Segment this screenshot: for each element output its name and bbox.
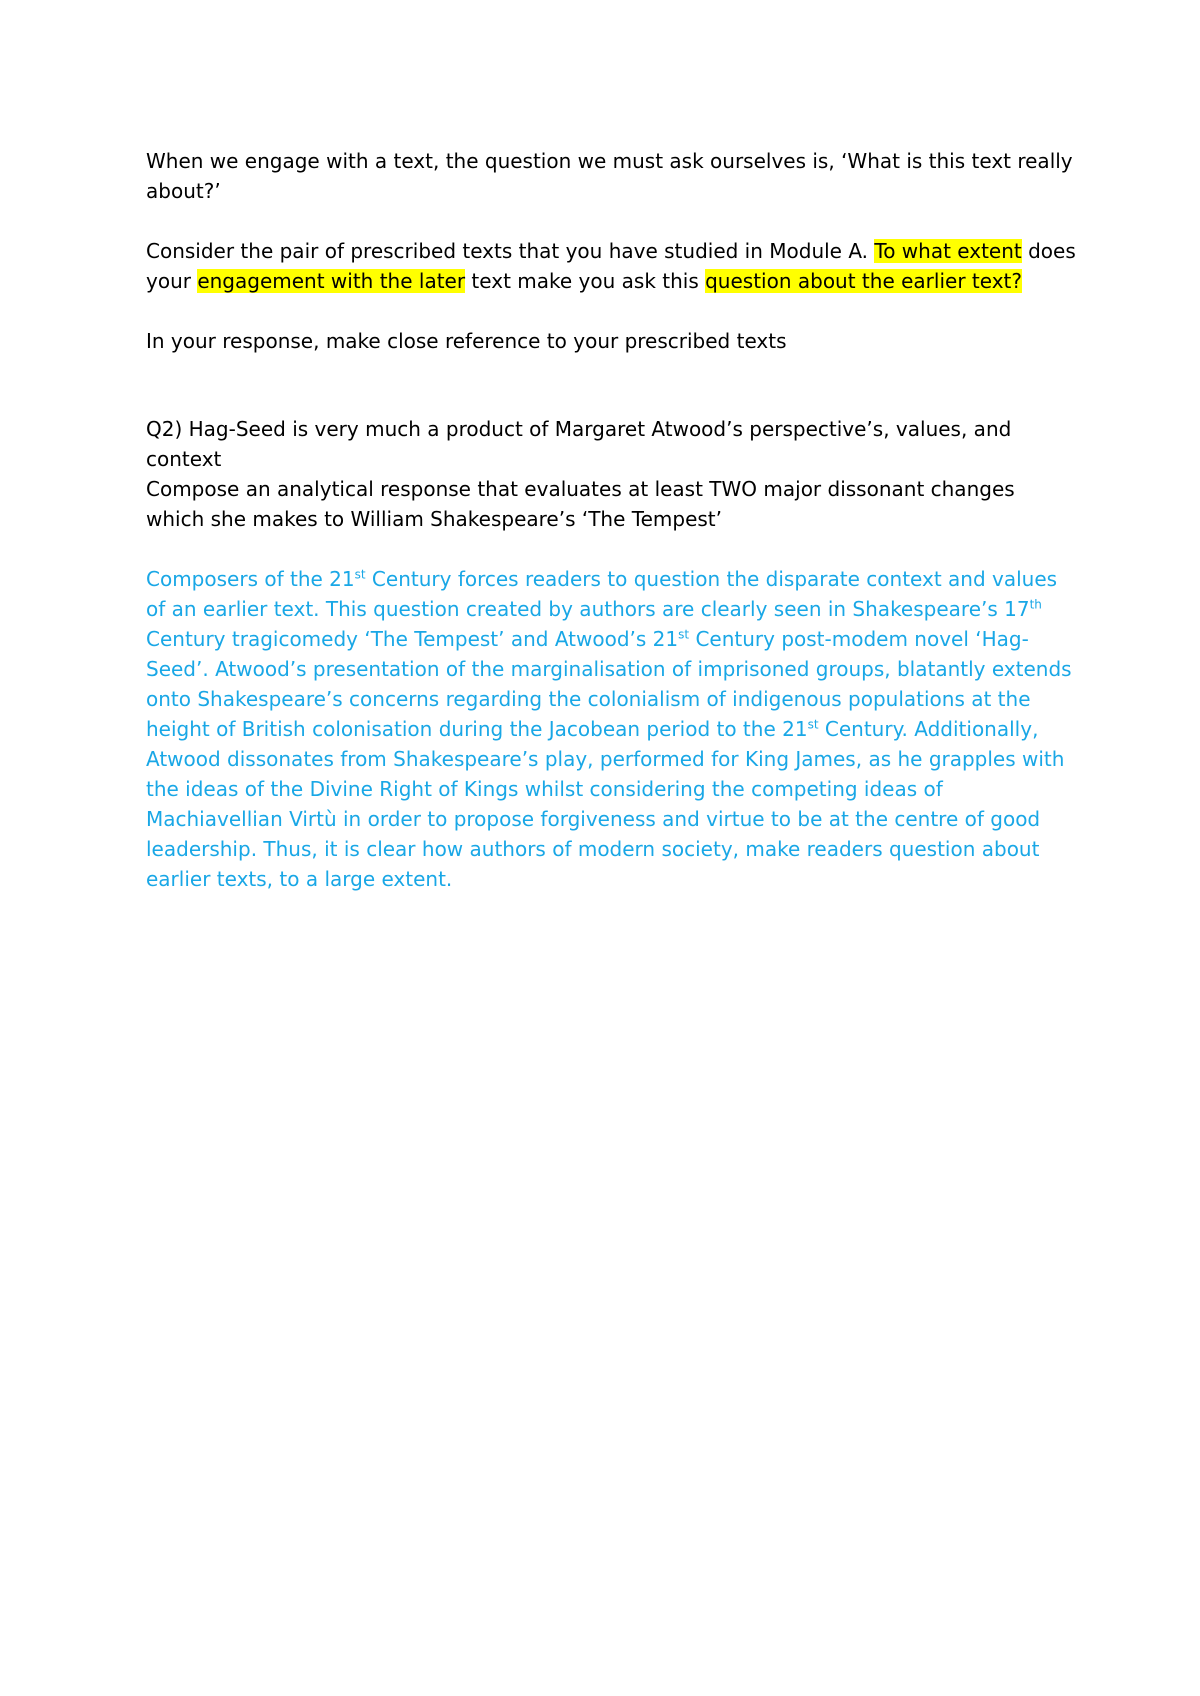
answer-paragraph — [146, 564, 1076, 894]
question2-task: Compose an analytical response that evaluates at least TWO major dissonant changes which she makes to William Shakespeare’s ‘The Tempest’ — [146, 477, 1015, 531]
ordinal-suffix: th — [1029, 597, 1042, 612]
answer-text: Century. Additionally, Atwood dissonates from Shakespeare’s play, performed for King James, as he grapples with the ideas of the Divine Right of Kings whilst considering the competing ideas of Machiavellian Virtù in order to propose forgiveness and virtue to be at the centre of good leadership. Thus, it is clear how authors of modern society, make readers question about earlier texts, to a large extent. — [146, 717, 1065, 891]
answer-text: Century forces readers to question the disparate context and values of an earlier text. This question created by authors are clearly seen in Shakespeare’s 17 — [146, 567, 1058, 621]
question1-intro: When we engage with a text, the question we must ask ourselves is, ‘What is this text really about?’ — [146, 149, 1073, 203]
spacer — [146, 356, 1076, 414]
spacer — [146, 534, 1076, 564]
prompt-text: does your — [146, 239, 1076, 293]
spacer — [146, 296, 1076, 326]
answer-text: Composers of the 21 — [146, 567, 355, 591]
highlight-engagement: engagement with the later — [197, 269, 466, 293]
prompt-text: text make you ask this — [465, 269, 706, 293]
answer-text: Century tragicomedy ‘The Tempest’ and Atwood’s 21 — [146, 627, 679, 651]
answer-text: Century post-modem novel ‘Hag-Seed’. Atwood’s presentation of the marginalisation of imprisoned groups, blatantly extends onto Shakespeare’s concerns regarding the colonialism of indigenous populations at the height of British colonisation during the Jacobean period to the 21 — [146, 627, 1072, 741]
highlight-to-what-extent: To what extent — [874, 239, 1022, 263]
question2-heading: Q2) Hag-Seed is very much a product of Margaret Atwood’s perspective’s, values, and context — [146, 417, 1012, 471]
highlight-question: question about the earlier text? — [705, 269, 1022, 293]
spacer — [146, 206, 1076, 236]
ordinal-suffix: st — [807, 717, 819, 732]
document-body — [146, 146, 1076, 894]
question1-prompt — [146, 236, 1076, 296]
ordinal-suffix: st — [354, 567, 366, 582]
ordinal-suffix: st — [678, 627, 690, 642]
question1-instruction: In your response, make close reference to your prescribed texts — [146, 329, 787, 353]
prompt-text: Consider the pair of prescribed texts that you have studied in Module A. — [146, 239, 875, 263]
